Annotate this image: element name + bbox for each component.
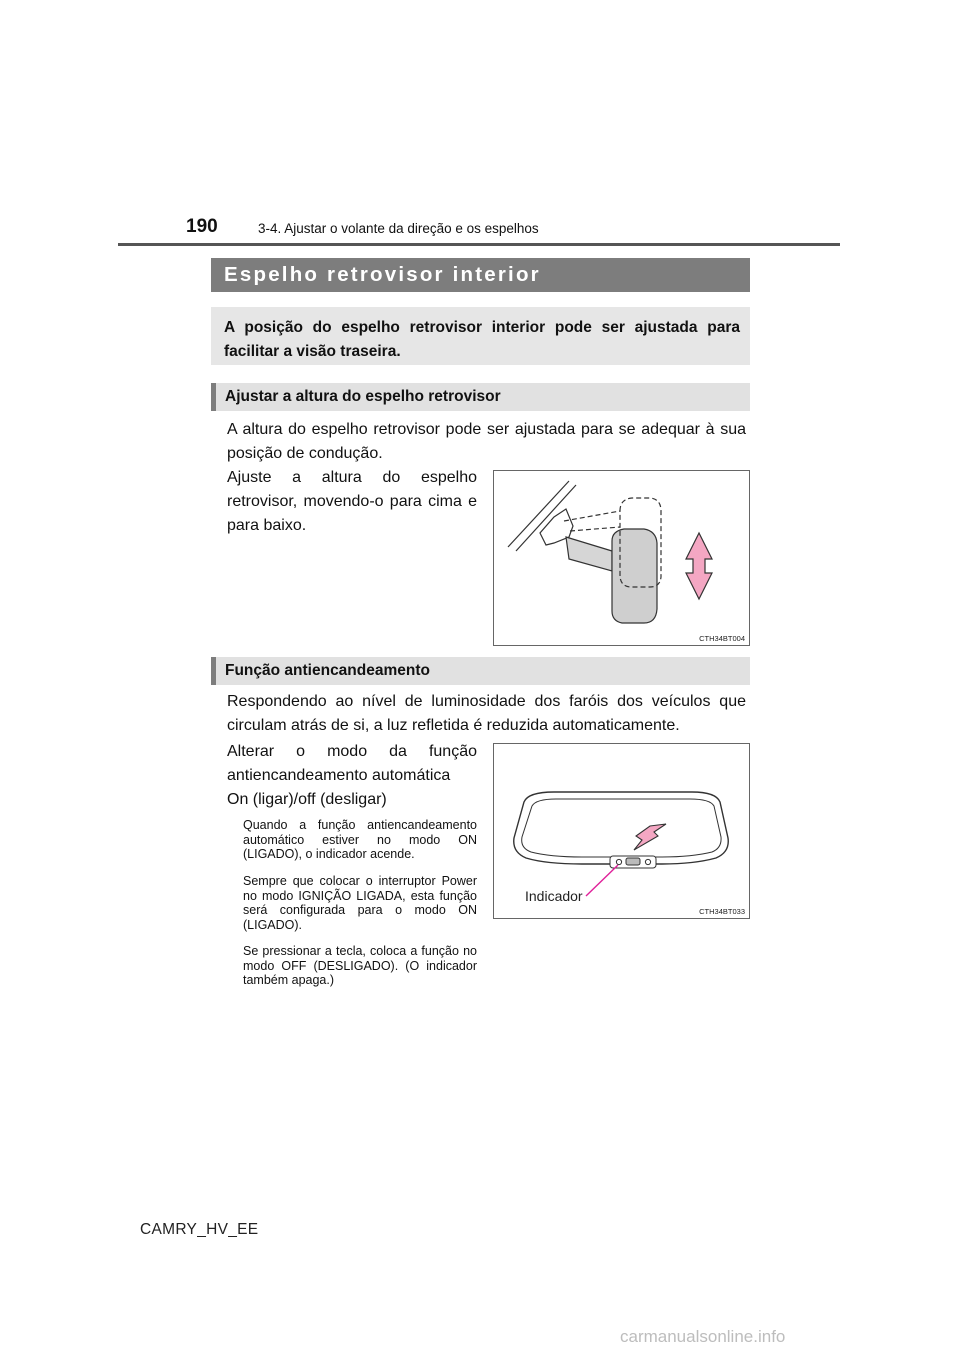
- auto-dimming-body: Respondendo ao nível de luminosidade dos faróis dos veículos que circulam atrás de si, a luz refletida é reduzida automaticamente.: [227, 693, 746, 734]
- section-intro: A posição do espelho retrovisor interior pode ser ajustada para facilitar a visão traseira.: [211, 307, 750, 365]
- note-press-button: Se pressionar a tecla, coloca a função no modo OFF (DESLIGADO). (O indicador também apaga.): [243, 944, 477, 987]
- watermark: carmanualsonline.info: [620, 1327, 786, 1346]
- auto-dimming-instruction: Alterar o modo da função antiencandeamento automática: [227, 743, 477, 784]
- height-adjust-instruction: Ajuste a altura do espelho retrovisor, movendo-o para cima e para baixo.: [227, 469, 477, 534]
- mirror-height-illustration: [494, 471, 749, 645]
- note-power-mode: Sempre que colocar o interruptor Power no modo IGNIÇÃO LIGADA, esta função será configurada para o modo ON (LIGADO).: [243, 874, 477, 932]
- indicator-leader-line: [586, 865, 618, 896]
- breadcrumb: 3-4. Ajustar o volante da direção e os espelhos: [258, 221, 539, 236]
- figure-code: CTH34BT033: [699, 907, 745, 916]
- figure-code: CTH34BT004: [699, 634, 745, 643]
- indicator-label: Indicador: [525, 888, 583, 904]
- mirror-height-figure: [493, 470, 750, 646]
- up-down-arrow-icon: [686, 533, 712, 599]
- subheading-auto-dimming: Função antiencandeamento: [211, 657, 750, 685]
- subheading-height-adjust: Ajustar a altura do espelho retrovisor: [211, 383, 750, 411]
- auto-dimming-figure: [493, 743, 750, 919]
- page-number: 190: [186, 216, 218, 237]
- note-indicator: Quando a função antiencandeamento automático estiver no modo ON (LIGADO), o indicador acende.: [243, 818, 477, 861]
- header-rule: [118, 243, 840, 246]
- section-title: Espelho retrovisor interior: [211, 258, 750, 292]
- height-adjust-body: A altura do espelho retrovisor pode ser ajustada para se adequar à sua posição de condução.: [227, 421, 746, 462]
- toggle-label: On (ligar)/off (desligar): [227, 791, 387, 808]
- model-code: CAMRY_HV_EE: [140, 1221, 259, 1238]
